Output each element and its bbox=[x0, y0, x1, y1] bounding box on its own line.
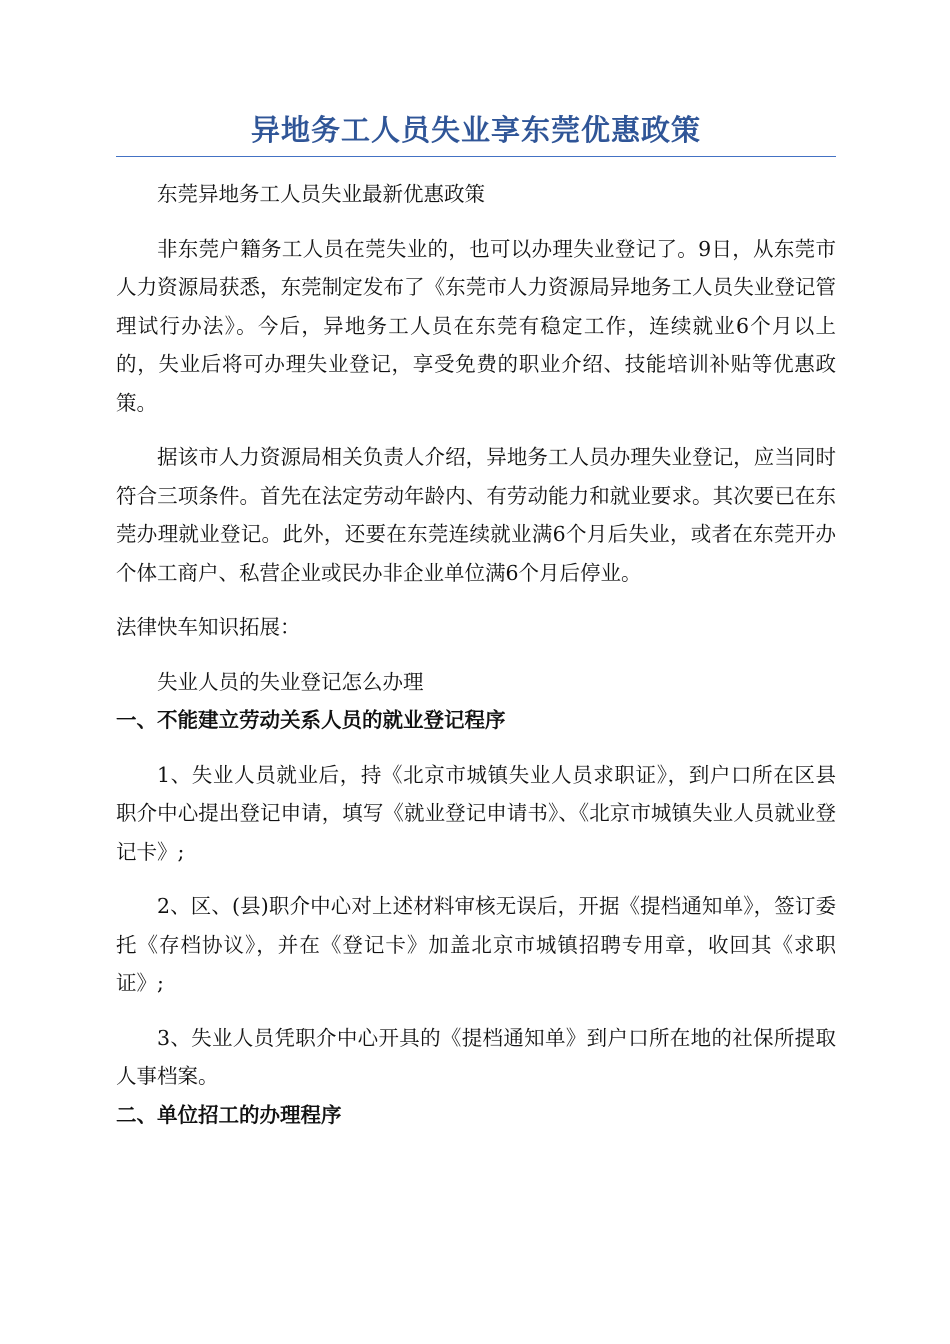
document-page bbox=[116, 110, 836, 1134]
paragraph-1: 非东莞户籍务工人员在莞失业的，也可以办理失业登记了。9日，从东莞市人力资源局获悉，东莞制定发布了《东莞市人力资源局异地务工人员失业登记管理试行办法》。今后，异地务工人员在东莞有稳定工作，连续就业6个月以上的，失业后将可办理失业登记，享受免费的职业介绍、技能培训补贴等优惠政策。 bbox=[116, 236, 836, 415]
subtitle: 东莞异地务工人员失业最新优惠政策 bbox=[157, 182, 485, 206]
law-expansion-label: 法律快车知识拓展： bbox=[116, 615, 301, 639]
step-1: 1、失业人员就业后，持《北京市城镇失业人员求职证》，到户口所在区县职介中心提出登记申请，填写《就业登记申请书》、《北京市城镇失业人员就业登记卡》; bbox=[116, 762, 836, 864]
document-title: 异地务工人员失业享东莞优惠政策 bbox=[250, 113, 701, 147]
section-1-heading: 一、不能建立劳动关系人员的就业登记程序 bbox=[116, 708, 506, 732]
sub-question: 失业人员的失业登记怎么办理 bbox=[157, 669, 424, 694]
section-2-heading: 二、单位招工的办理程序 bbox=[116, 1102, 342, 1127]
step-2: 2、区、(县)职介中心对上述材料审核无误后，开据《提档通知单》，签订委托《存档协议》，并在《登记卡》加盖北京市城镇招聘专用章，收回其《求职证》; bbox=[116, 894, 836, 995]
step-3: 3、失业人员凭职介中心开具的《提档通知单》到户口所在地的社保所提取人事档案。 bbox=[116, 1025, 836, 1088]
title-underline bbox=[116, 156, 836, 157]
paragraph-2: 据该市人力资源局相关负责人介绍，异地务工人员办理失业登记，应当同时符合三项条件。首先在法定劳动年龄内、有劳动能力和就业要求。其次要已在东莞办理就业登记。此外，还要在东莞连续就业满6个月后失业，或者在东莞开办个体工商户、私营企业或民办非企业单位满6个月后停业。 bbox=[116, 445, 836, 585]
